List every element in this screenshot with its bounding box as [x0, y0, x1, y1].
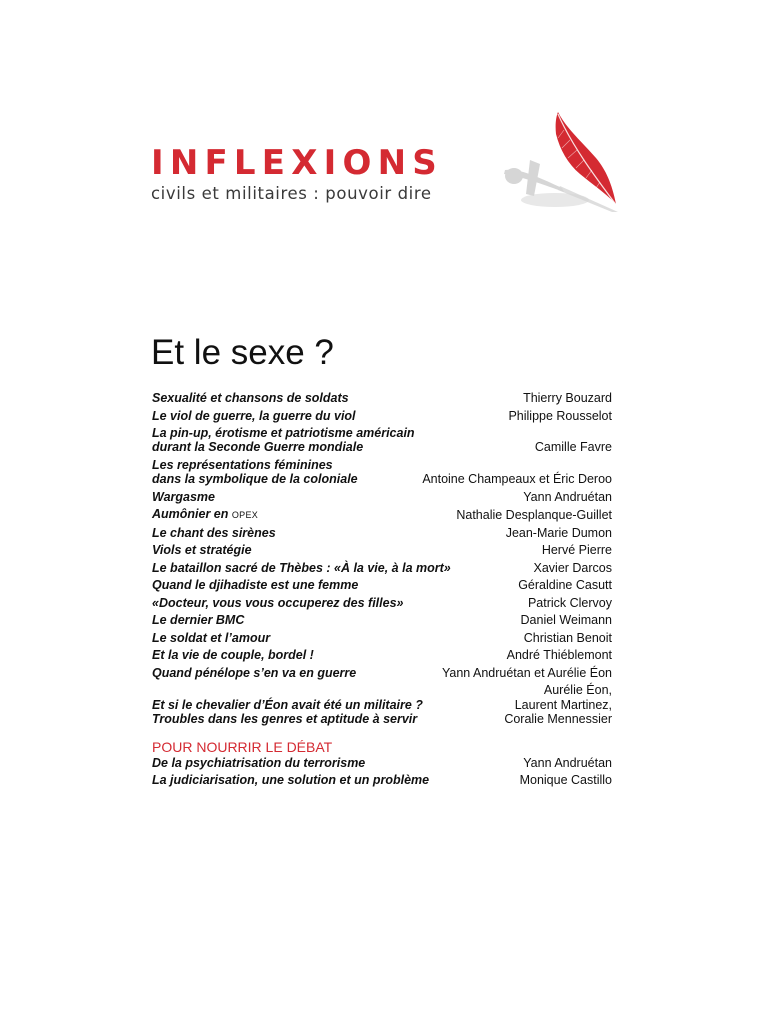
article-author: [534, 561, 613, 575]
author-line: Laurent Martinez,: [514, 697, 612, 712]
article-title-line: Wargasme: [152, 489, 215, 504]
article-list: [152, 391, 612, 727]
masthead: [151, 143, 443, 205]
author-line: Yann Andruétan: [523, 489, 612, 504]
author-line: Xavier Darcos: [533, 560, 612, 575]
article-author: [504, 683, 612, 726]
brand-title: INFLEXIONS: [151, 143, 443, 183]
toc-entry: [152, 391, 612, 405]
author-line: Nathalie Desplanque-Guillet: [456, 508, 612, 523]
article-title: [152, 526, 276, 540]
article-title-line: Le soldat et l’amour: [152, 630, 271, 645]
author-line: Philippe Rousselot: [508, 408, 612, 423]
article-title: [152, 543, 252, 557]
article-title-line: Le chant des sirènes: [152, 525, 276, 540]
author-line: André Thiéblemont: [506, 648, 612, 663]
article-title-line: Quand pénélope s’en va en guerre: [152, 665, 357, 680]
article-title-line: [152, 507, 258, 522]
article-title: [152, 391, 349, 405]
article-author: [542, 543, 612, 557]
toc-entry: [152, 426, 612, 455]
toc-entry: [152, 561, 612, 575]
article-author: [506, 526, 612, 540]
toc-entry: [152, 756, 612, 770]
article-title: [152, 698, 423, 727]
toc-entry: [152, 666, 612, 680]
article-title-line: La pin-up, érotisme et patriotisme américain: [152, 426, 415, 440]
article-title-line: Troubles dans les genres et aptitude à servir: [152, 712, 418, 727]
toc-entry: [152, 631, 612, 645]
article-title: [152, 666, 356, 680]
article-title: [152, 578, 358, 592]
article-title: [152, 613, 244, 627]
debate-heading: POUR NOURRIR LE DÉBAT: [152, 738, 333, 755]
toc-entry: [152, 683, 612, 726]
article-title-line: durant la Seconde Guerre mondiale: [152, 440, 364, 455]
article-author: [456, 508, 612, 522]
author-line: Aurélie Éon,: [543, 683, 612, 698]
author-line: Christian Benoit: [523, 630, 612, 645]
article-author: [507, 648, 612, 662]
table-of-contents: [152, 391, 612, 791]
article-title: [152, 458, 358, 487]
article-author: [524, 631, 612, 645]
issue-title: Et le sexe ?: [151, 333, 334, 372]
article-author: [442, 666, 612, 680]
author-line: Yann Andruétan: [523, 755, 612, 770]
article-title: [152, 490, 215, 504]
toc-entry: [152, 578, 612, 592]
article-title-line: Et la vie de couple, bordel !: [152, 648, 314, 663]
article-title-text: Aumônier en: [152, 507, 232, 522]
toc-entry: [152, 613, 612, 627]
article-author: [528, 596, 612, 610]
author-line: Monique Castillo: [519, 773, 612, 788]
author-line: Thierry Bouzard: [523, 391, 612, 405]
article-author: [520, 773, 612, 787]
article-title-line: Les représentations féminines: [152, 457, 333, 472]
article-author: [508, 409, 612, 423]
article-title-line: Quand le djihadiste est une femme: [152, 578, 359, 593]
toc-entry: [152, 507, 612, 522]
article-title-line: Le dernier BMC: [152, 613, 245, 628]
article-title: [152, 773, 429, 787]
article-title-line: Viols et stratégie: [152, 543, 252, 558]
article-title-line: Le viol de guerre, la guerre du viol: [152, 408, 356, 423]
article-title: [152, 409, 356, 423]
toc-entry: [152, 773, 612, 787]
quill-and-sword-icon: [500, 108, 625, 213]
debate-article-list: [152, 756, 612, 788]
author-line: Daniel Weimann: [520, 613, 612, 628]
author-line: Jean-Marie Dumon: [505, 525, 612, 540]
toc-entry: [152, 409, 612, 423]
toc-entry: [152, 490, 612, 504]
author-line: Antoine Champeaux et Éric Deroo: [422, 472, 612, 487]
article-title: [152, 596, 403, 610]
article-author: [521, 613, 612, 627]
article-author: [523, 756, 612, 770]
article-title-line: Sexualité et chansons de soldats: [152, 391, 349, 405]
author-line: Hervé Pierre: [541, 543, 612, 558]
article-title: [152, 756, 365, 770]
article-author: [535, 440, 612, 454]
article-title-line: De la psychiatrisation du terrorisme: [152, 755, 366, 770]
author-line: Camille Favre: [534, 440, 612, 455]
article-author: [518, 578, 612, 592]
author-line: Géraldine Casutt: [518, 578, 612, 593]
article-author: [523, 391, 612, 405]
article-author: [422, 472, 612, 486]
article-title: [152, 631, 270, 645]
article-title: [152, 507, 258, 522]
article-title-line: Le bataillon sacré de Thèbes : «À la vie, à la mort»: [152, 560, 451, 575]
article-title: [152, 648, 314, 662]
article-title-line: «Docteur, vous vous occuperez des filles»: [152, 595, 404, 610]
article-title: [152, 426, 415, 455]
article-title: [152, 561, 451, 575]
author-line: Coralie Mennessier: [504, 712, 612, 727]
brand-tagline: civils et militaires : pouvoir dire: [151, 184, 432, 203]
toc-entry: [152, 458, 612, 487]
article-title-line: dans la symbolique de la coloniale: [152, 472, 358, 487]
author-line: Patrick Clervoy: [527, 595, 612, 610]
author-line: Yann Andruétan et Aurélie Éon: [441, 665, 612, 680]
toc-entry: [152, 596, 612, 610]
article-title-abbrev: OPEX: [231, 510, 259, 521]
toc-entry: [152, 543, 612, 557]
article-title-line: Et si le chevalier d’Éon avait été un militaire ?: [152, 697, 423, 712]
article-author: [523, 490, 612, 504]
toc-entry: [152, 526, 612, 540]
toc-entry: [152, 648, 612, 662]
article-title-line: La judiciarisation, une solution et un problème: [152, 773, 430, 788]
